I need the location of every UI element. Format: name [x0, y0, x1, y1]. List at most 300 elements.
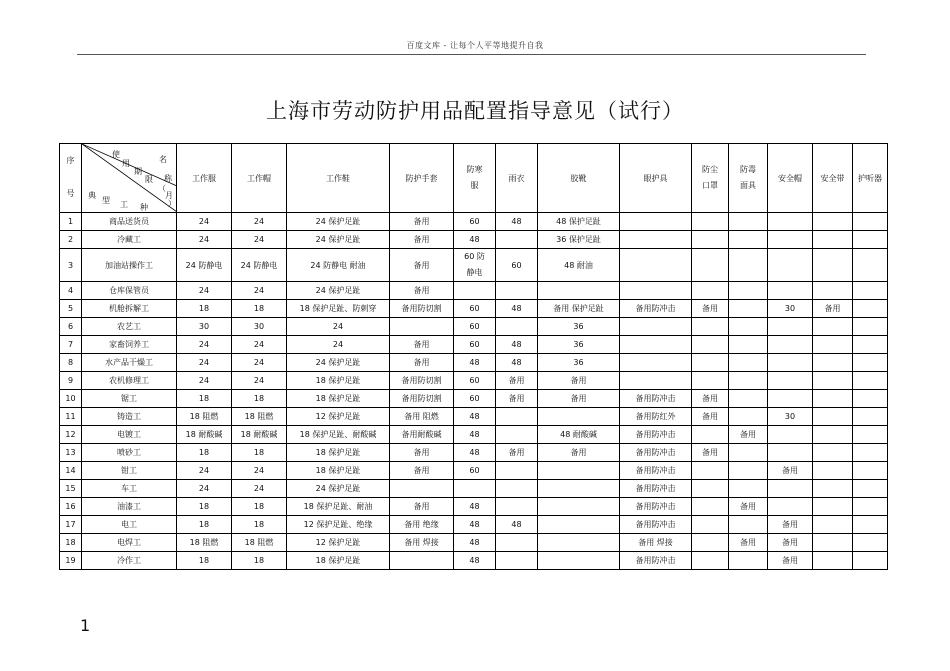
table-cell: [496, 231, 538, 249]
table-cell: 18: [232, 390, 287, 408]
table-cell: [538, 462, 620, 480]
table-cell: 48 耐油: [538, 249, 620, 282]
table-cell: [853, 354, 888, 372]
diagonal-header: [82, 144, 177, 213]
table-cell: [496, 426, 538, 444]
table-cell: 48 保护足趾: [538, 213, 620, 231]
row-seq-cell: 10: [60, 390, 82, 408]
table-cell: 12 保护足趾: [287, 408, 390, 426]
table-cell: [853, 249, 888, 282]
table-cell: [692, 213, 729, 231]
table-cell: [692, 231, 729, 249]
table-cell: [813, 249, 853, 282]
row-seq-cell: 8: [60, 354, 82, 372]
table-cell: 18 保护足趾: [287, 444, 390, 462]
document-title: 上海市劳动防护用品配置指导意见（试行）: [266, 99, 684, 123]
table-cell: 30: [232, 318, 287, 336]
row-job-cell: 冷藏工: [82, 231, 177, 249]
table-cell: 18: [177, 516, 232, 534]
table-cell: [692, 480, 729, 498]
col-header-gloves: 防护手套: [390, 144, 454, 213]
table-cell: [768, 498, 813, 516]
table-cell: 备用: [496, 444, 538, 462]
row-job-cell: 铸造工: [82, 408, 177, 426]
table-cell: [692, 516, 729, 534]
diag-char: 月: [165, 191, 173, 200]
table-cell: 18 阻燃: [232, 534, 287, 552]
col-header-dust-mask-text: 防尘口罩: [702, 165, 718, 190]
row-job-cell: 家畜饲养工: [82, 336, 177, 354]
row-seq-cell: 3: [60, 249, 82, 282]
table-cell: [813, 213, 853, 231]
table-row: [60, 354, 888, 372]
table-cell: [454, 249, 496, 282]
table-cell: 18 保护足趾、耐油: [287, 498, 390, 516]
table-cell: 24: [287, 336, 390, 354]
table-cell: 备用防冲击: [620, 444, 692, 462]
table-cell: 24: [177, 231, 232, 249]
row-job-cell: 油漆工: [82, 498, 177, 516]
diag-char: （: [158, 184, 166, 193]
table-cell: [729, 300, 768, 318]
table-cell: 24 保护足趾: [287, 480, 390, 498]
table-cell: 12 保护足趾、绝缘: [287, 516, 390, 534]
table-row: [60, 231, 888, 249]
table-cell: [853, 534, 888, 552]
col-header-helmet: 安全帽: [768, 144, 813, 213]
table-cell: 48: [496, 300, 538, 318]
diag-char: 期: [134, 167, 142, 176]
table-cell: 备用防红外: [620, 408, 692, 426]
table-row: [60, 408, 888, 426]
table-cell: 24: [177, 462, 232, 480]
col-header-rubber-boots: 胶靴: [538, 144, 620, 213]
table-cell: 备用 绝缘: [390, 516, 454, 534]
table-cell: [729, 444, 768, 462]
table-cell: 备用: [496, 390, 538, 408]
table-cell: 备用防冲击: [620, 426, 692, 444]
table-cell: [620, 249, 692, 282]
table-cell: [729, 282, 768, 300]
table-row: [60, 372, 888, 390]
table-cell: [454, 480, 496, 498]
table-cell: [729, 231, 768, 249]
table-cell: 备用防切割: [390, 372, 454, 390]
table-cell: [813, 282, 853, 300]
table-cell: [813, 426, 853, 444]
table-cell: 36: [538, 354, 620, 372]
table-cell: [853, 300, 888, 318]
table-cell: [813, 498, 853, 516]
table-cell: 24 保护足趾: [287, 231, 390, 249]
table-cell: 48: [496, 516, 538, 534]
table-row: [60, 336, 888, 354]
table-cell: 备用防冲击: [620, 516, 692, 534]
table-cell: 24: [232, 213, 287, 231]
table-cell: 18: [232, 498, 287, 516]
table-cell: 48: [454, 444, 496, 462]
table-cell: [853, 390, 888, 408]
table-cell: 18: [232, 300, 287, 318]
table-cell: [692, 462, 729, 480]
table-cell: 24: [232, 231, 287, 249]
table-cell: 18 耐酸碱: [177, 426, 232, 444]
table-cell: [853, 372, 888, 390]
row-seq-cell: 7: [60, 336, 82, 354]
row-seq-cell: 13: [60, 444, 82, 462]
table-cell: [496, 480, 538, 498]
table-cell: 备用: [813, 300, 853, 318]
table-cell: 备用: [538, 372, 620, 390]
table-cell: [768, 480, 813, 498]
table-cell: 30: [768, 408, 813, 426]
table-cell: 备用: [729, 426, 768, 444]
table-cell: [620, 336, 692, 354]
table-cell: [813, 336, 853, 354]
table-cell: 24 保护足趾: [287, 354, 390, 372]
table-cell: 60: [454, 390, 496, 408]
table-cell: 60: [454, 336, 496, 354]
diag-char: 种: [140, 203, 148, 212]
table-body: [60, 213, 888, 570]
table-cell: 18 保护足趾、耐酸碱: [287, 426, 390, 444]
table-cell: [620, 282, 692, 300]
table-cell: [620, 318, 692, 336]
table-cell: [729, 552, 768, 570]
table-cell: 48: [454, 426, 496, 444]
table-cell: 备用 阻燃: [390, 408, 454, 426]
table-cell: [692, 354, 729, 372]
table-cell: 备用: [729, 498, 768, 516]
table-cell: [729, 318, 768, 336]
table-cell: 24: [232, 372, 287, 390]
row-seq-cell: 17: [60, 516, 82, 534]
table-cell: 24: [177, 213, 232, 231]
table-cell: [620, 354, 692, 372]
row-job-cell: 电镀工: [82, 426, 177, 444]
row-job-cell: 仓库保管员: [82, 282, 177, 300]
col-header-gas-mask-text: 防毒面具: [740, 165, 756, 190]
table-cell: 48: [454, 408, 496, 426]
header-rule: [77, 54, 866, 55]
table-cell: [813, 408, 853, 426]
table-cell: 48: [454, 354, 496, 372]
table-cell: [496, 318, 538, 336]
table-cell: 备用: [692, 408, 729, 426]
table-row: [60, 300, 888, 318]
table-cell: 60: [454, 213, 496, 231]
table-cell: [538, 552, 620, 570]
table-cell: 30: [177, 318, 232, 336]
table-cell: [538, 534, 620, 552]
row-job-cell: 农艺工: [82, 318, 177, 336]
table-cell: [853, 408, 888, 426]
table-cell: [620, 231, 692, 249]
table-cell: 18 耐酸碱: [232, 426, 287, 444]
table-cell: [390, 552, 454, 570]
table-cell: [692, 372, 729, 390]
table-cell: [729, 480, 768, 498]
row-seq-cell: 2: [60, 231, 82, 249]
table-cell: 备用: [538, 390, 620, 408]
table-cell: 18: [232, 552, 287, 570]
row-job-cell: 锯工: [82, 390, 177, 408]
table-cell: 18: [232, 516, 287, 534]
col-header-safety-belt: 安全带: [813, 144, 853, 213]
diag-char: ）: [168, 199, 176, 208]
table-cell: 备用: [768, 462, 813, 480]
table-cell: 60: [454, 372, 496, 390]
table-cell: 备用: [768, 552, 813, 570]
table-cell: 18 阻燃: [177, 408, 232, 426]
col-header-work-cap: 工作帽: [232, 144, 287, 213]
table-row: [60, 516, 888, 534]
table-cell: 24 保护足趾: [287, 282, 390, 300]
table-cell: [538, 516, 620, 534]
table-cell: 48: [454, 516, 496, 534]
diag-char: 限: [145, 175, 153, 184]
col-header-work-shoes: 工作鞋: [287, 144, 390, 213]
table-row: [60, 498, 888, 516]
table-cell: [538, 480, 620, 498]
col-header-work-clothes: 工作服: [177, 144, 232, 213]
col-header-cold-clothes: [454, 144, 496, 213]
table-cell: 24: [177, 480, 232, 498]
table-cell: [853, 213, 888, 231]
table-cell: 备用: [496, 372, 538, 390]
table-cell: [692, 318, 729, 336]
diag-char: 型: [102, 196, 110, 205]
table-cell: [692, 282, 729, 300]
table-cell: 24 防静电: [177, 249, 232, 282]
table-cell: 48: [496, 213, 538, 231]
table-row: [60, 213, 888, 231]
table-cell: 24: [232, 480, 287, 498]
table-cell: [768, 390, 813, 408]
table-cell: 18 保护足趾: [287, 462, 390, 480]
table-cell: [538, 408, 620, 426]
table-cell-text: 60 防静电: [464, 252, 485, 277]
table-cell: [853, 336, 888, 354]
diag-char: 用: [122, 159, 130, 168]
table-cell: [729, 336, 768, 354]
table-cell: 备用防切割: [390, 300, 454, 318]
table-row: [60, 462, 888, 480]
table-cell: 36 保护足趾: [538, 231, 620, 249]
table-cell: 24: [232, 354, 287, 372]
row-job-cell: 车工: [82, 480, 177, 498]
table-cell: [813, 480, 853, 498]
table-cell: [496, 282, 538, 300]
table-cell: 备用: [390, 282, 454, 300]
table-row: [60, 426, 888, 444]
table-cell: [729, 408, 768, 426]
table-cell: 备用: [390, 231, 454, 249]
table-cell: 备用防冲击: [620, 300, 692, 318]
table-cell: [853, 498, 888, 516]
table-cell: 18: [177, 552, 232, 570]
table-cell: 备用防冲击: [620, 552, 692, 570]
table-cell: [853, 462, 888, 480]
table-cell: [729, 390, 768, 408]
table-cell: [813, 372, 853, 390]
table-cell: 备用: [538, 444, 620, 462]
table-cell: 备用防冲击: [620, 480, 692, 498]
table-cell: [853, 516, 888, 534]
table-row: [60, 249, 888, 282]
table-cell: [853, 426, 888, 444]
table-cell: 24 防静电: [232, 249, 287, 282]
table-cell: [853, 318, 888, 336]
table-cell: [768, 372, 813, 390]
table-cell: [496, 534, 538, 552]
row-job-cell: 电焊工: [82, 534, 177, 552]
table-cell: [620, 213, 692, 231]
table-cell: 备用 保护足趾: [538, 300, 620, 318]
table-cell: [853, 231, 888, 249]
table-cell: 24 保护足趾: [287, 213, 390, 231]
table-row: [60, 534, 888, 552]
table-cell: 36: [538, 318, 620, 336]
table-cell: 48: [454, 498, 496, 516]
table-cell: [768, 213, 813, 231]
table-cell: [813, 444, 853, 462]
table-cell: [496, 462, 538, 480]
table-cell: [813, 516, 853, 534]
table-cell: [768, 354, 813, 372]
table-cell: [853, 552, 888, 570]
table-cell: 备用防冲击: [620, 390, 692, 408]
table-cell: [813, 534, 853, 552]
table-cell: [768, 282, 813, 300]
seq-header-top: 序: [66, 156, 75, 165]
table-cell: 备用: [390, 354, 454, 372]
table-header-row: [60, 144, 888, 213]
table-cell: 48: [454, 552, 496, 570]
table-cell: 60: [496, 249, 538, 282]
row-seq-cell: 12: [60, 426, 82, 444]
table-cell: 18: [177, 498, 232, 516]
table-cell: 18 保护足趾: [287, 552, 390, 570]
table-cell: 60: [454, 318, 496, 336]
row-job-cell: 加油站操作工: [82, 249, 177, 282]
table-row: [60, 552, 888, 570]
table-cell: 48: [496, 354, 538, 372]
table-cell: 18 阻燃: [232, 408, 287, 426]
table-cell: [538, 282, 620, 300]
table-cell: [692, 552, 729, 570]
table-cell: 18 保护足趾、防刺穿: [287, 300, 390, 318]
table-cell: [768, 336, 813, 354]
table-cell: [729, 213, 768, 231]
table-cell: [620, 372, 692, 390]
table-cell: 18: [177, 300, 232, 318]
row-job-cell: 商品送货员: [82, 213, 177, 231]
table-cell: [853, 444, 888, 462]
table-cell: 24: [232, 282, 287, 300]
table-cell: [813, 552, 853, 570]
table-cell: 备用: [729, 534, 768, 552]
diag-char: 工: [120, 200, 128, 209]
table-cell: 48: [496, 336, 538, 354]
table-cell: [496, 552, 538, 570]
table-cell: 备用防冲击: [620, 498, 692, 516]
table-cell: 备用: [390, 249, 454, 282]
table-cell: 48: [454, 231, 496, 249]
table-cell: 备用防冲击: [620, 462, 692, 480]
row-seq-cell: 15: [60, 480, 82, 498]
table-cell: [692, 336, 729, 354]
table-cell: [729, 516, 768, 534]
table-cell: [390, 318, 454, 336]
row-job-cell: 钳工: [82, 462, 177, 480]
table-cell: [813, 462, 853, 480]
row-seq-cell: 4: [60, 282, 82, 300]
table-cell: 24: [232, 336, 287, 354]
table-cell: 24 防静电 耐油: [287, 249, 390, 282]
table-cell: 备用: [768, 534, 813, 552]
table-cell: [768, 426, 813, 444]
col-header-raincoat: 雨衣: [496, 144, 538, 213]
table-cell: 18: [177, 444, 232, 462]
table-cell: [390, 480, 454, 498]
document-header: 百度文库 - 让每个人平等地提升自我: [406, 41, 544, 50]
table-cell: 24: [287, 318, 390, 336]
table-cell: 60: [454, 462, 496, 480]
row-seq-cell: 19: [60, 552, 82, 570]
col-header-eye-protection: 眼护具: [620, 144, 692, 213]
table-cell: [768, 231, 813, 249]
table-cell: 18: [232, 444, 287, 462]
table-cell: [768, 444, 813, 462]
table-cell: 备用 焊接: [390, 534, 454, 552]
table-cell: [813, 318, 853, 336]
diag-char: 名: [159, 155, 167, 164]
table-cell: 24: [232, 462, 287, 480]
col-header-cold-clothes-text: 防寒服: [466, 165, 483, 190]
table-cell: 备用: [692, 300, 729, 318]
table-cell: [768, 249, 813, 282]
row-job-cell: 冷作工: [82, 552, 177, 570]
table-cell: 48: [454, 534, 496, 552]
table-row: [60, 282, 888, 300]
ppe-table: [59, 143, 888, 570]
table-cell: [538, 498, 620, 516]
table-cell: [692, 249, 729, 282]
table-cell: 备用: [390, 444, 454, 462]
diag-char: 典: [88, 191, 96, 200]
table-cell: 24: [177, 354, 232, 372]
table-cell: [853, 282, 888, 300]
row-seq-cell: 5: [60, 300, 82, 318]
table-cell: 备用耐酸碱: [390, 426, 454, 444]
table-cell: 备用: [390, 336, 454, 354]
table-cell: 36: [538, 336, 620, 354]
col-header-ear-protection: 护听器: [853, 144, 888, 213]
table-cell: [692, 426, 729, 444]
table-cell: [853, 480, 888, 498]
table-cell: [729, 249, 768, 282]
table-cell: [813, 231, 853, 249]
table-cell: 24: [177, 336, 232, 354]
row-seq-cell: 16: [60, 498, 82, 516]
row-job-cell: 水产品干燥工: [82, 354, 177, 372]
table-cell: 12 保护足趾: [287, 534, 390, 552]
table-cell: [813, 354, 853, 372]
table-cell: 60: [454, 300, 496, 318]
col-header-dust-mask: [692, 144, 729, 213]
table-cell: [692, 534, 729, 552]
